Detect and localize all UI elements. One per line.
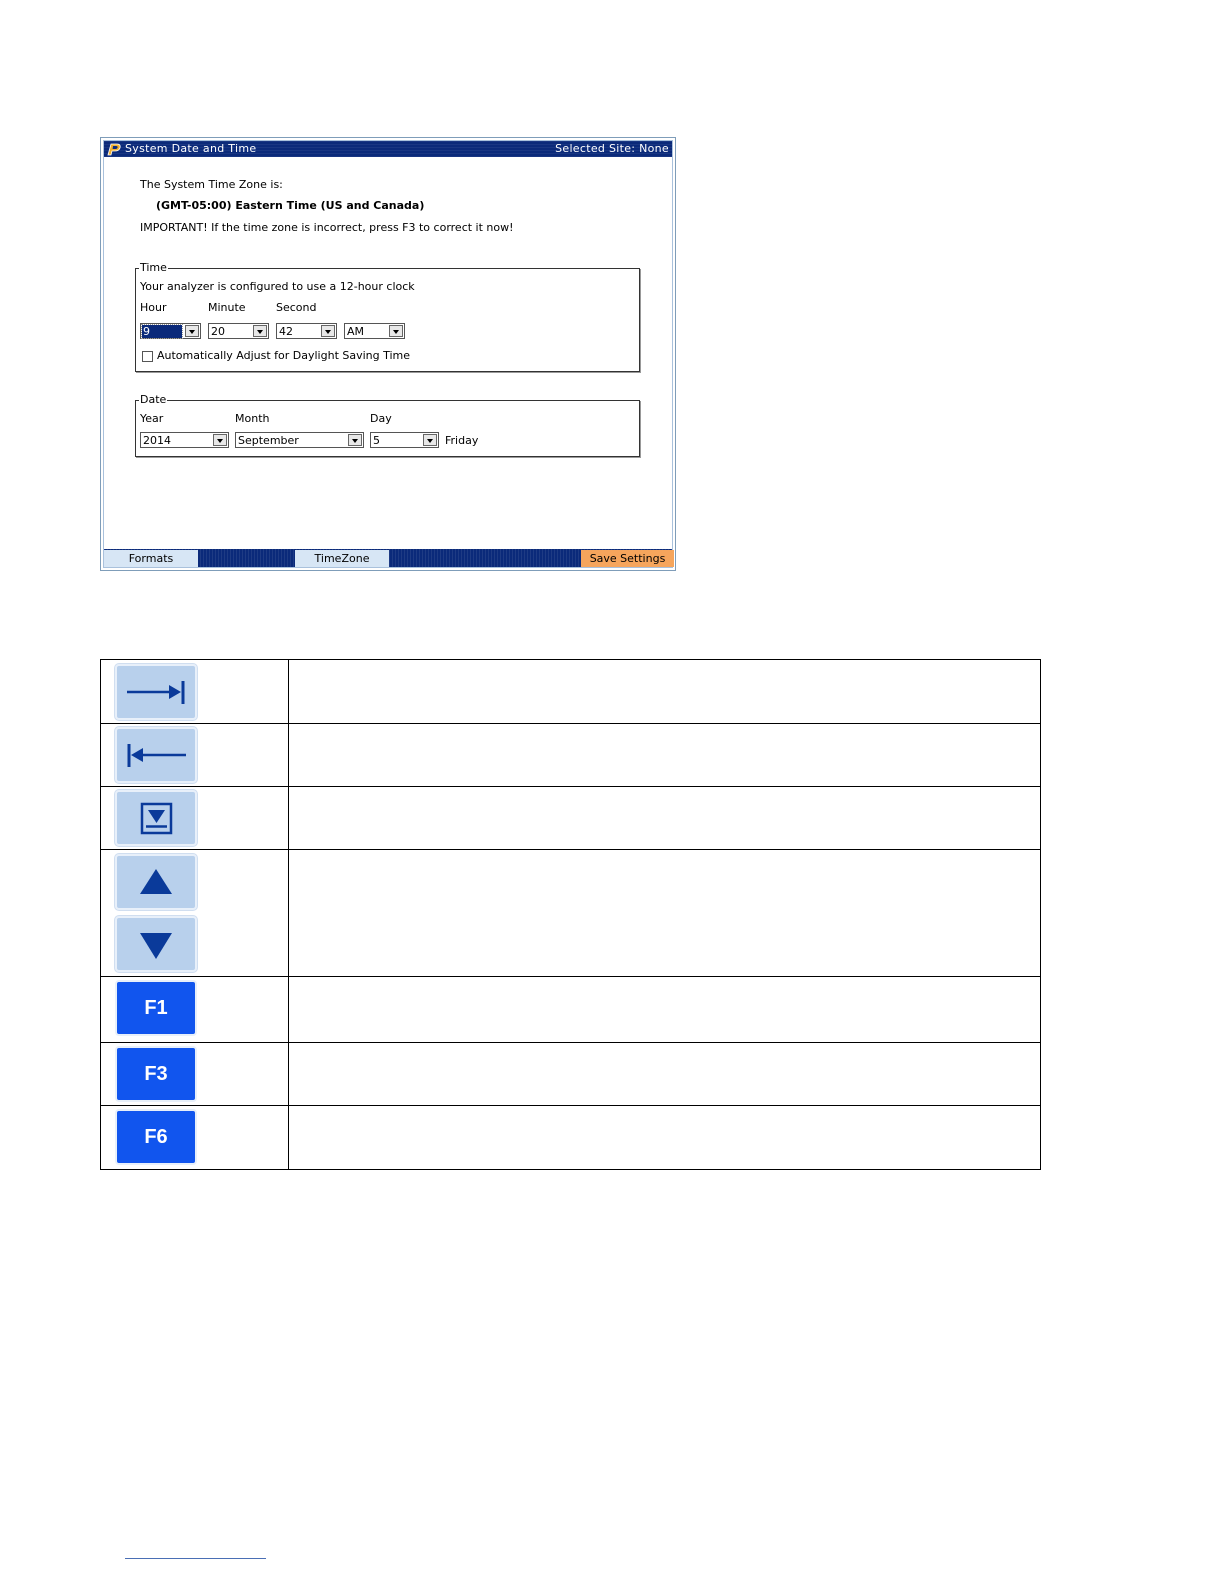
date-group-legend: Date (140, 393, 167, 406)
timezone-warning: IMPORTANT! If the time zone is incorrect, press F3 to correct it now! (140, 221, 514, 234)
ampm-value: AM (347, 325, 365, 338)
year-value: 2014 (143, 434, 171, 447)
row-divider (101, 976, 1040, 977)
hour-label: Hour (140, 301, 167, 314)
chevron-down-icon[interactable] (389, 325, 403, 337)
hour-select[interactable] (140, 323, 201, 339)
selected-site: Selected Site: None (555, 142, 669, 155)
chevron-down-icon[interactable] (423, 434, 437, 446)
title-bar (104, 141, 672, 157)
tab-key (115, 664, 197, 720)
up-arrow-key (115, 854, 197, 910)
row-divider (101, 786, 1040, 787)
f1-key: F1 (115, 980, 197, 1036)
timezone-button[interactable]: TimeZone (295, 550, 389, 567)
minute-value: 20 (211, 325, 225, 338)
minute-label: Minute (208, 301, 246, 314)
tab-left-icon (117, 729, 195, 781)
tab-right-icon (117, 666, 195, 718)
clock-format-note: Your analyzer is configured to use a 12-hour clock (140, 280, 415, 293)
timezone-value: (GMT-05:00) Eastern Time (US and Canada) (156, 199, 425, 212)
second-value: 42 (279, 325, 293, 338)
dst-label: Automatically Adjust for Daylight Saving Time (157, 349, 411, 362)
save-settings-button[interactable]: Save Settings (581, 550, 674, 567)
year-select[interactable] (140, 432, 229, 448)
chevron-down-icon[interactable] (253, 325, 267, 337)
chevron-down-icon[interactable] (348, 434, 362, 446)
date-group (135, 393, 640, 457)
timezone-label: The System Time Zone is: (140, 178, 283, 191)
f3-key: F3 (115, 1046, 197, 1102)
footer-rule (125, 1558, 266, 1559)
system-date-time-window (100, 137, 676, 571)
day-select[interactable] (370, 432, 439, 448)
arrow-down-icon (117, 918, 195, 970)
second-label: Second (276, 301, 317, 314)
day-label: Day (370, 412, 392, 425)
function-key-bar (104, 549, 672, 567)
key-reference-table (100, 659, 1041, 1170)
row-divider (101, 1105, 1040, 1106)
app-logo-icon (106, 142, 122, 156)
minute-select[interactable] (208, 323, 269, 339)
time-group-legend: Time (140, 261, 167, 274)
down-arrow-key (115, 916, 197, 972)
day-value: 5 (373, 434, 380, 447)
weekday-text: Friday (445, 434, 479, 447)
month-value: September (238, 434, 299, 447)
year-label: Year (140, 412, 164, 425)
row-divider (101, 723, 1040, 724)
formats-button[interactable]: Formats (104, 550, 198, 567)
dropdown-key (115, 790, 197, 846)
dst-checkbox[interactable] (142, 351, 153, 362)
arrow-up-icon (117, 856, 195, 908)
chevron-down-icon[interactable] (321, 325, 335, 337)
ampm-select[interactable] (344, 323, 405, 339)
month-select[interactable] (235, 432, 364, 448)
shift-tab-key (115, 727, 197, 783)
row-divider (101, 1042, 1040, 1043)
time-group (135, 261, 640, 372)
month-label: Month (235, 412, 270, 425)
chevron-down-icon[interactable] (213, 434, 227, 446)
window-body (103, 140, 673, 568)
dropdown-open-icon (117, 792, 195, 844)
row-divider (101, 849, 1040, 850)
window-title: System Date and Time (125, 142, 257, 155)
chevron-down-icon[interactable] (185, 325, 199, 337)
f6-key: F6 (115, 1109, 197, 1165)
second-select[interactable] (276, 323, 337, 339)
column-divider (288, 660, 289, 1169)
hour-value: 9 (142, 325, 182, 338)
